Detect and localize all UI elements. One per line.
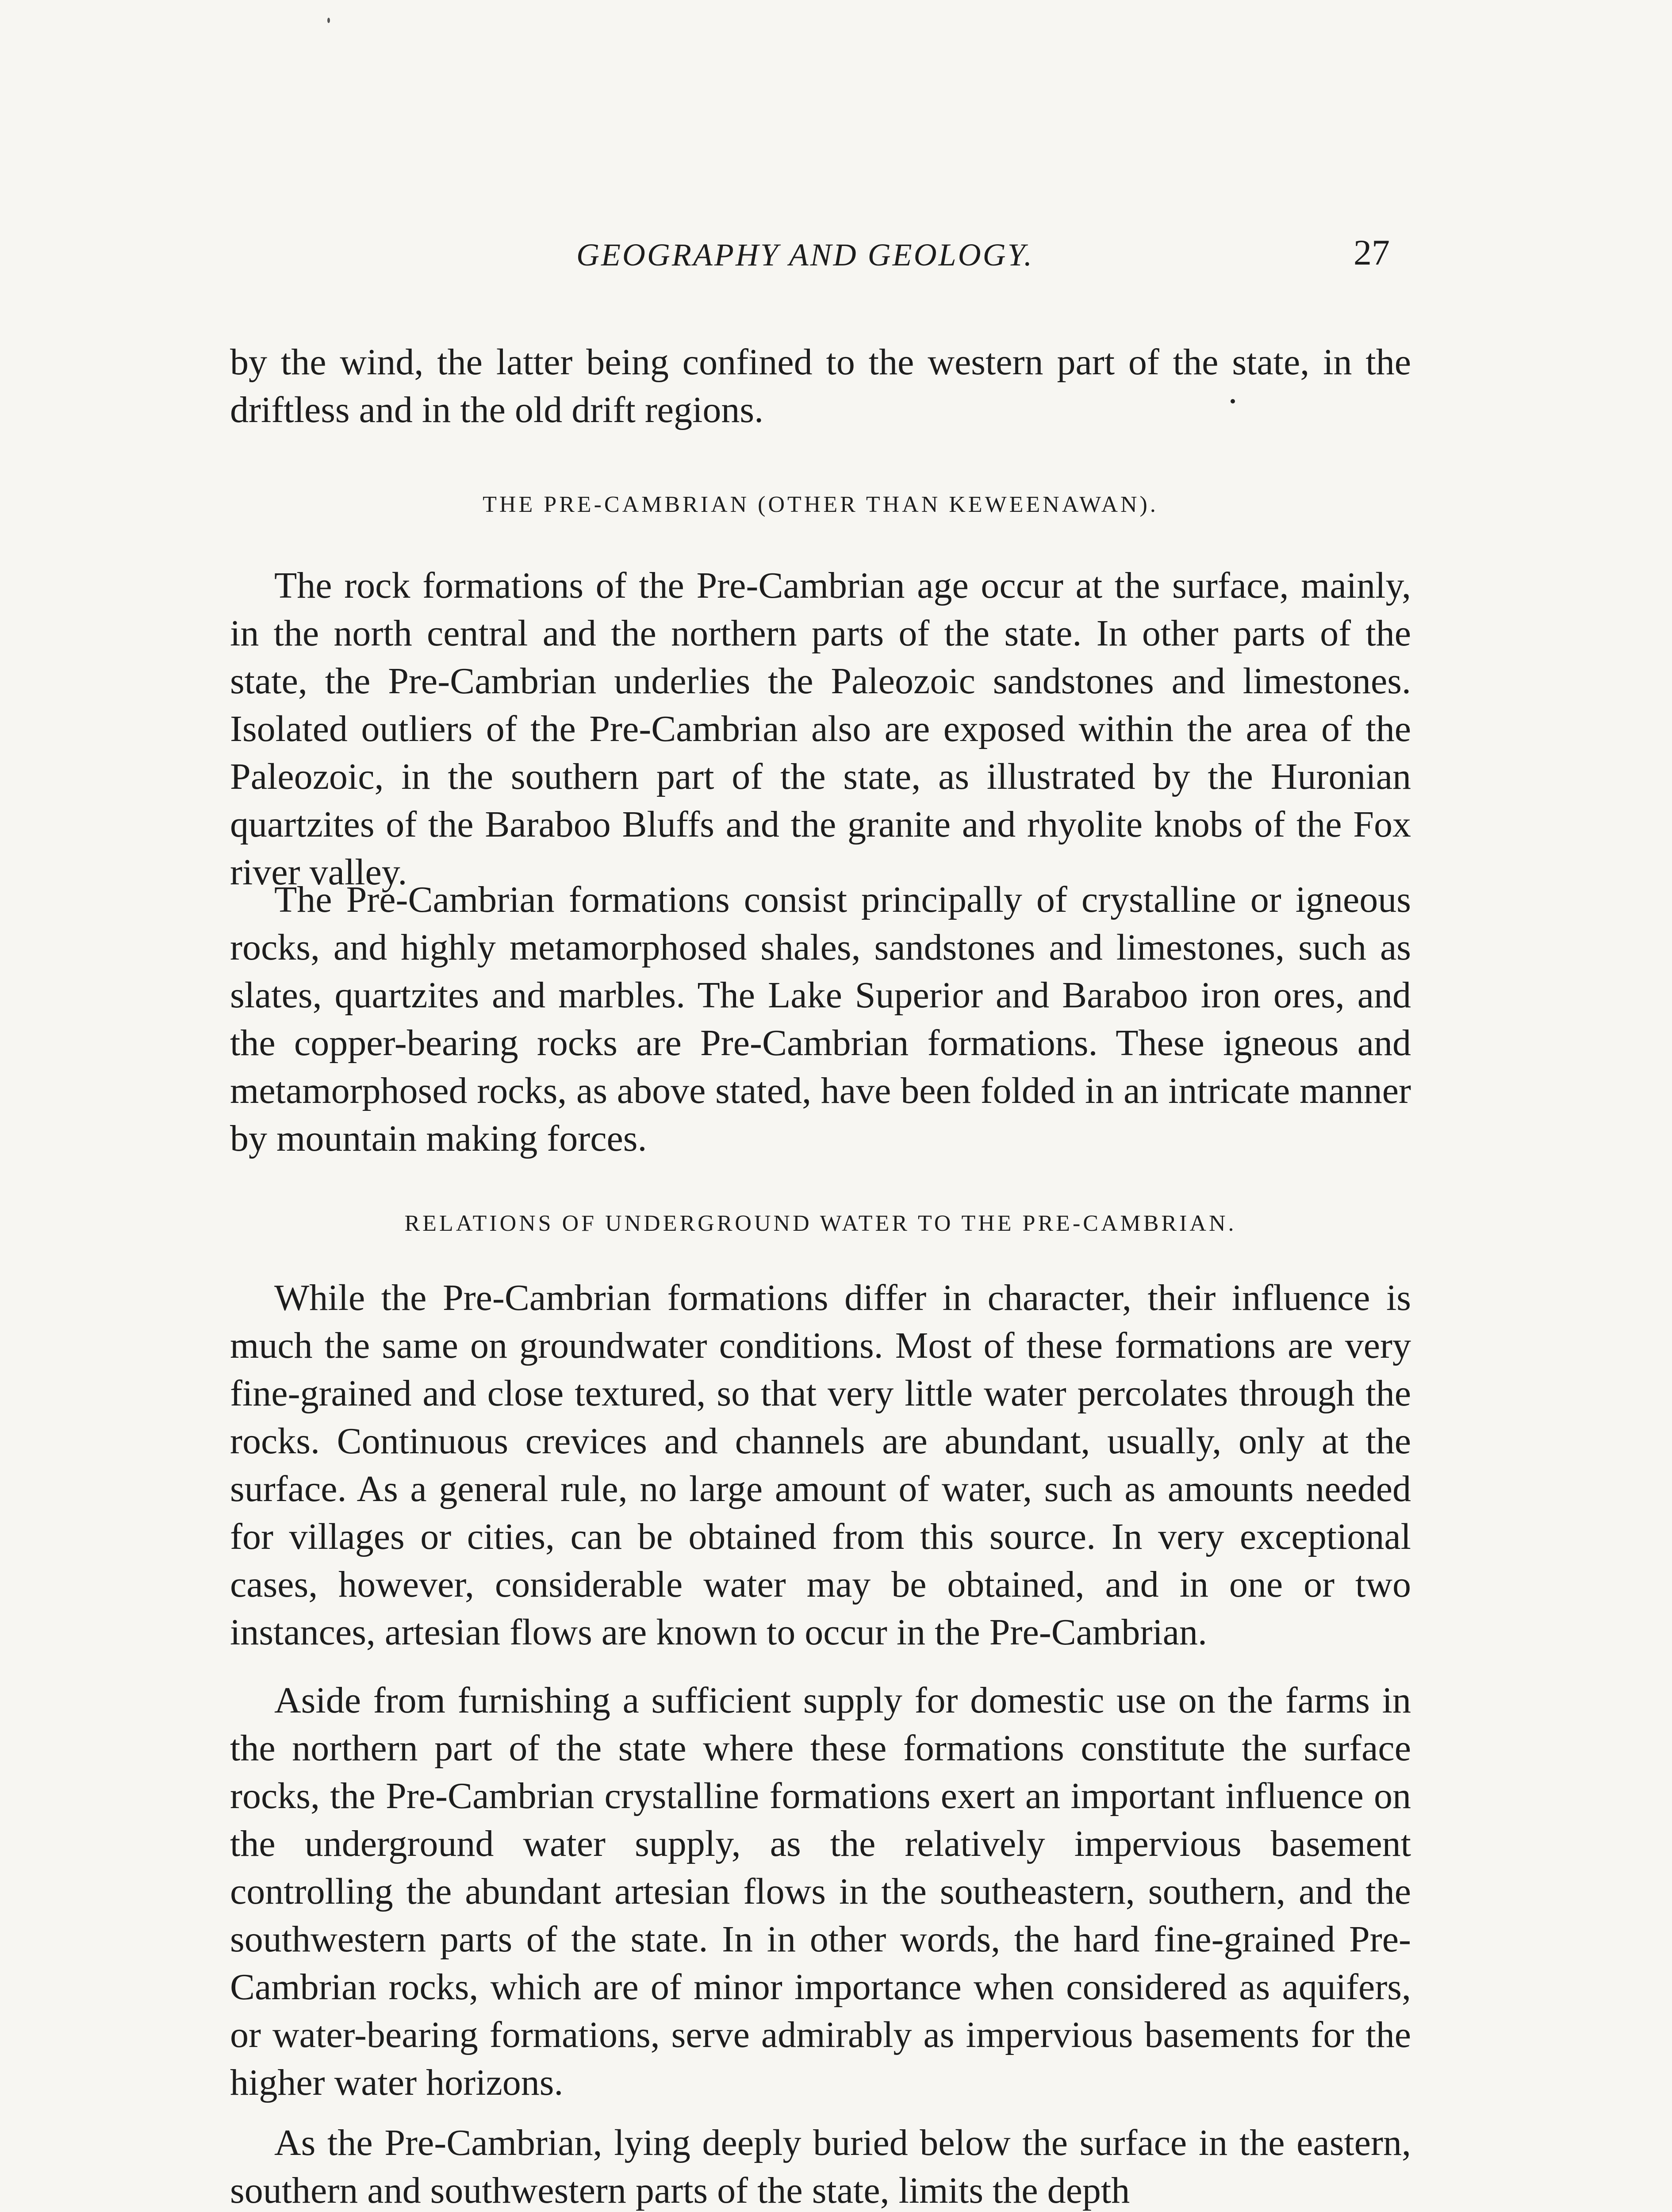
paragraph-intro: by the wind, the latter being confined to the western part of the state, in the driftless and in the old drift regions. [230, 342, 1411, 430]
paragraph-relations-2: Aside from furnishing a sufficient supply for domestic use on the farms in the northern part of the state where these formations constitute the surface rocks, the Pre-Cambrian crystalline formations exert an important influence on the underground water supply, as the relatively impervious basement controlling the abundant artesian flows in the southeastern, southern, and the southwestern parts of the state. In in other words, the hard fine-grained Pre-Cambrian rocks, which are of minor importance when considered as aquifers, or water-bearing formations, serve admirably as impervious basements for the higher water horizons. [230, 1680, 1411, 2103]
paragraph-relations-3: As the Pre-Cambrian, lying deeply buried below the surface in the eastern, southern and southwestern parts of the state, limits the depth [230, 2122, 1411, 2211]
paragraph-pre-cambrian-1: The rock formations of the Pre-Cambrian age occur at the surface, mainly, in the north central and the northern parts of the state. In other parts of the state, the Pre-Cambrian underlies the Paleozoic sandstones and limestones. Isolated outliers of the Pre-Cambrian also are exposed within the area of the Paleozoic, in the southern part of the state, as illustrated by the Huronian quartzites of the Baraboo Bluffs and the granite and rhyolite knobs of the Fox river valley. [230, 565, 1411, 893]
paragraph-pre-cambrian-2: The Pre-Cambrian formations consist principally of crystalline or igneous rocks, and highly metamorphosed shales, sandstones and limestones, such as slates, quartzites and marbles. The Lake Superior and Baraboo iron ores, and the copper-bearing rocks are Pre-Cambrian formations. These igneous and metamorphosed rocks, as above stated, have been folded in an intricate manner by mountain making forces. [230, 879, 1411, 1159]
paragraph-relations-1: While the Pre-Cambrian formations differ in character, their influence is much the same on groundwater conditions. Most of these formations are very fine-grained and close textured, so that very little water percolates through the rocks. Continuous crevices and channels are abundant, usually, only at the surface. As a general rule, no large amount of water, such as amounts needed for villages or cities, can be obtained from this source. In very exceptional cases, however, considerable water may be obtained, and in one or two instances, artesian flows are known to occur in the Pre-Cambrian. [230, 1277, 1411, 1653]
scan-speck [327, 18, 330, 23]
scan-speck [1231, 399, 1235, 403]
section-heading-pre-cambrian: THE PRE-CAMBRIAN (OTHER THAN KEWEENAWAN). [483, 492, 1158, 517]
section-heading-relations: RELATIONS OF UNDERGROUND WATER TO THE PRE-CAMBRIAN. [404, 1211, 1237, 1236]
page-number: 27 [1354, 232, 1390, 273]
running-title: GEOGRAPHY AND GEOLOGY. [576, 237, 1034, 273]
